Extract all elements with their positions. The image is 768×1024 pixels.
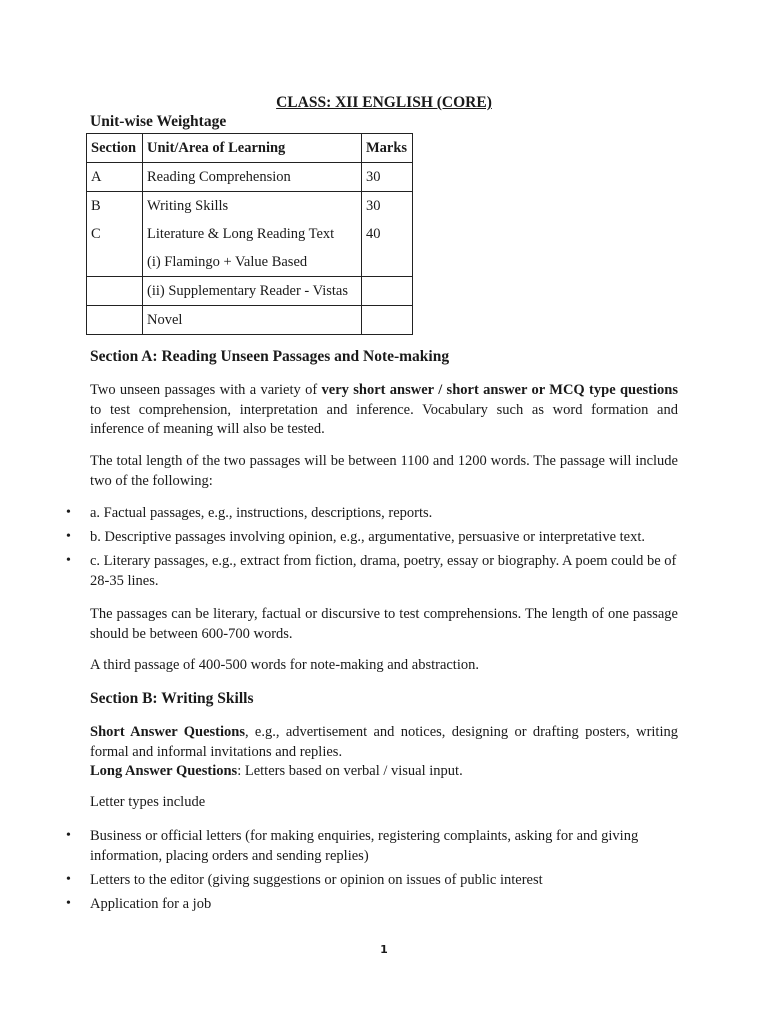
table-cell: [362, 248, 413, 277]
table-cell: [362, 277, 413, 306]
bullet-icon: •: [66, 553, 71, 568]
page-number: 1: [380, 943, 388, 956]
table-cell: [87, 306, 143, 335]
list-item: b. Descriptive passages involving opinion, e.g., argumentative, persuasive or interpretative text.: [90, 529, 646, 545]
list-item: Application for a job: [90, 896, 212, 912]
table-cell: 30: [362, 163, 413, 192]
table-cell: 40: [362, 220, 413, 248]
table-cell: (i) Flamingo + Value Based: [143, 248, 362, 277]
header-marks: Marks: [362, 134, 413, 163]
section-a-paragraph-3: The passages can be literary, factual or discursive to test comprehensions. The length of one passage should be between 600-700 words.: [90, 606, 678, 642]
paragraph-text: Two unseen passages with a variety of: [90, 382, 322, 398]
paragraph-bold: very short answer / short answer or MCQ type questions: [321, 382, 678, 398]
table-cell: Writing Skills: [143, 192, 362, 221]
table-cell: Reading Comprehension: [143, 163, 362, 192]
header-unit: Unit/Area of Learning: [143, 134, 362, 163]
list-item: a. Factual passages, e.g., instructions, descriptions, reports.: [90, 505, 433, 521]
paragraph-bold: Long Answer Questions: [90, 763, 238, 779]
bullet-icon: •: [66, 872, 71, 887]
page-title: CLASS: XII ENGLISH (CORE): [276, 94, 492, 111]
table-cell: [87, 248, 143, 277]
bullet-icon: •: [66, 505, 71, 520]
table-row: [87, 163, 413, 192]
paragraph-bold: Short Answer Questions: [90, 724, 245, 740]
table-cell: (ii) Supplementary Reader - Vistas: [143, 277, 362, 306]
section-a-heading: Section A: Reading Unseen Passages and Note-making: [90, 348, 450, 365]
section-b-heading: Section B: Writing Skills: [90, 690, 254, 707]
table-cell: [362, 306, 413, 335]
section-a-paragraph-1: [90, 381, 678, 440]
table-cell: A: [87, 163, 143, 192]
weightage-table: [86, 133, 413, 335]
table-cell: [87, 277, 143, 306]
paragraph-text: to test comprehension, interpretation and inference. Vocabulary such as word formation and inference of meaning will also be tested.: [90, 401, 678, 437]
section-a-paragraph-4: A third passage of 400-500 words for note-making and abstraction.: [90, 657, 479, 673]
section-b-short-answer: [90, 723, 678, 782]
bullet-icon: •: [66, 828, 71, 843]
table-header-row: [87, 134, 413, 163]
table-row: [87, 192, 413, 221]
list-item: c. Literary passages, e.g., extract from fiction, drama, poetry, essay or biography. A poem could be of 28-35 lines.: [90, 553, 677, 589]
table-row: [87, 220, 413, 248]
paragraph-text: , e.g., advertisement and notices, designing or drafting posters, writing formal and informal invitations and replies.: [90, 724, 678, 760]
header-section: Section: [87, 134, 143, 163]
table-cell: C: [87, 220, 143, 248]
letter-types-intro: Letter types include: [90, 794, 206, 810]
bullet-icon: •: [66, 896, 71, 911]
table-row: [87, 277, 413, 306]
weightage-heading: Unit-wise Weightage: [90, 113, 227, 130]
list-item: Letters to the editor (giving suggestions or opinion on issues of public interest: [90, 872, 543, 888]
section-a-paragraph-2: The total length of the two passages will be between 1100 and 1200 words. The passage will include two of the following:: [90, 453, 678, 489]
table-cell: Literature & Long Reading Text: [143, 220, 362, 248]
bullet-icon: •: [66, 529, 71, 544]
table-cell: B: [87, 192, 143, 221]
table-row: [87, 248, 413, 277]
list-item: Business or official letters (for making enquiries, registering complaints, asking for and giving information, placing orders and sending replies): [90, 828, 639, 864]
paragraph-text: : Letters based on verbal / visual input.: [237, 763, 463, 779]
table-cell: Novel: [143, 306, 362, 335]
table-row: [87, 306, 413, 335]
table-cell: 30: [362, 192, 413, 221]
